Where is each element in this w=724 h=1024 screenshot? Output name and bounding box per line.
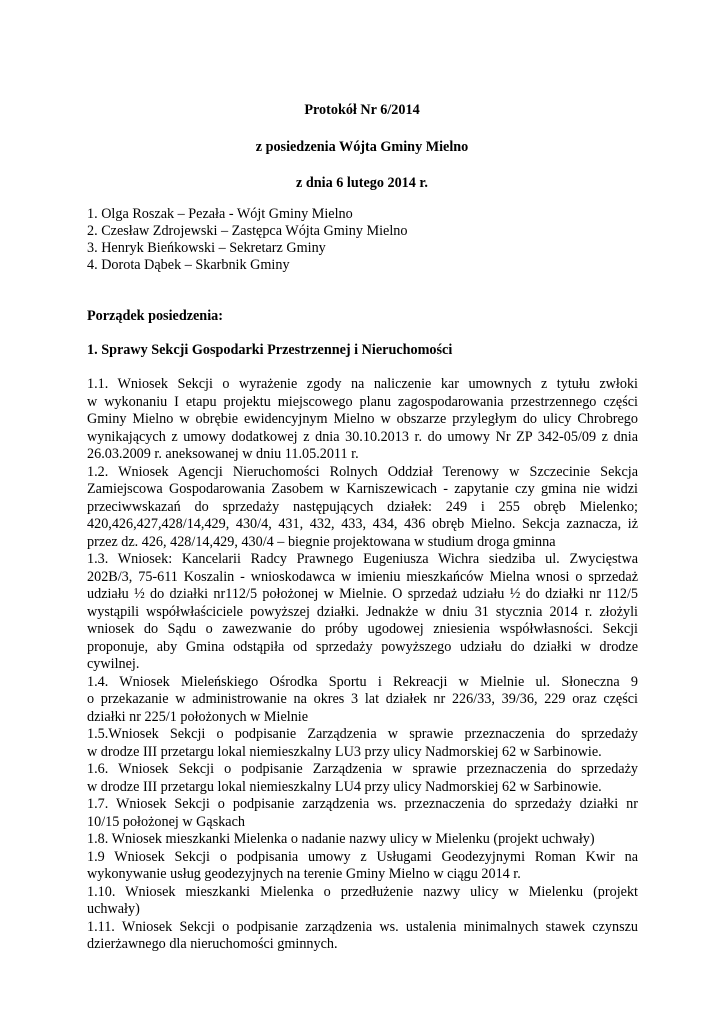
agenda-items (87, 376, 638, 954)
agenda-item-line: działki nr 225/1 położonych w Mielnie (87, 708, 309, 725)
agenda-item-1-11 (87, 919, 638, 954)
agenda-item-line: wykonywanie usług geodezyjnych na terenie Gminy Mielno w ciągu 2014 r. (87, 866, 521, 882)
agenda-item-line: w drodze III przetargu lokal niemieszkalny LU4 przy ulicy Nadmorskiej 62 w Sarbinowie. (87, 778, 602, 795)
agenda-item-line: o przekazanie w administrowanie na okres 3 lat działek nr 226/33, 39/36, 229 oraz części (87, 691, 638, 707)
document-title: Protokół Nr 6/2014 (304, 102, 420, 118)
agenda-item-line: 1.5.Wniosek Sekcji o podpisanie Zarządzenia w sprawie przeznaczenia do sprzedaży (87, 726, 638, 742)
agenda-item-line: uchwały) (87, 901, 140, 917)
agenda-item-line: wynikających z umowy dodatkowej z dnia 30.10.2013 r. do umowy Nr ZP 342-05/09 z dnia (87, 428, 638, 445)
agenda-item-1-6 (87, 761, 638, 796)
document-subtitle: z posiedzenia Wójta Gminy Mielno (255, 139, 469, 155)
agenda-item-line: 10/15 położonej w Gąskach (87, 813, 245, 830)
agenda-heading: Porządek posiedzenia: (87, 308, 223, 324)
agenda-item-line: 1.9 Wniosek Sekcji o podpisania umowy z Usługami Geodezyjnymi Roman Kwir na (87, 848, 638, 865)
agenda-item-line: 1.4. Wniosek Mieleńskiego Ośrodka Sportu i Rekreacji w Mielnie ul. Słoneczna 9 (87, 673, 638, 690)
agenda-item-line: 1.2. Wniosek Agencji Nieruchomości Rolnych Oddział Terenowy w Szczecinie Sekcja (87, 463, 638, 480)
agenda-item-1-9 (87, 849, 638, 884)
agenda-item-line: proponuje, aby Gmina odstąpiła od sprzedaży powyższego udziału do działki w drodze (87, 638, 638, 655)
agenda-item-line: 1.10. Wniosek mieszkanki Mielenka o przedłużenie nazwy ulicy w Mielenku (projekt (87, 883, 638, 900)
agenda-item-line: 1.1. Wniosek Sekcji o wyrażenie zgody na naliczenie kar umownych z tytułu zwłoki (87, 376, 638, 392)
agenda-item-line: 1.6. Wniosek Sekcji o podpisanie Zarządzenia w sprawie przeznaczenia do sprzedaży (87, 761, 638, 777)
agenda-item-line: 26.03.2009 r. aneksowanej w dniu 11.05.2011 r. (87, 446, 359, 462)
agenda-item-1-10 (87, 884, 638, 919)
agenda-item-line: 1.7. Wniosek Sekcji o podpisanie zarządzenia ws. przeznaczenia do sprzedaży działki nr (87, 796, 638, 812)
agenda-item-line: wniosek do Sądu o zawezwanie do próby ugodowej zniesienia współwłasności. Sekcji (87, 621, 638, 637)
attendee-2: 2. Czesław Zdrojewski – Zastępca Wójta Gminy Mielno (87, 223, 408, 239)
agenda-item-line: Zamiejscowa Gospodarowania Zasobem w Karniszewicach - zapytanie czy gmina nie widzi (87, 481, 638, 497)
agenda-item-1-2 (87, 464, 638, 552)
section-heading: 1. Sprawy Sekcji Gospodarki Przestrzennej i Nieruchomości (87, 342, 453, 358)
agenda-item-line: w drodze III przetargu lokal niemieszkalny LU3 przy ulicy Nadmorskiej 62 w Sarbinowie. (87, 743, 602, 760)
agenda-item-line: 420,426,427,428/14,429, 430/4, 431, 432, 433, 434, 436 obręb Mielno. Sekcja zaznacza, iż (87, 516, 638, 532)
agenda-item-1-3 (87, 551, 638, 674)
document-date: z dnia 6 lutego 2014 r. (296, 175, 428, 191)
agenda-item-line: w wykonaniu I etapu projektu miejscowego planu zagospodarowania przestrzennego części (87, 393, 638, 410)
agenda-item-line: wystąpili współwłaściciele powyższej działki. Jednakże w dniu 31 stycznia 2014 r. złożyli (87, 603, 638, 620)
agenda-item-line: dzierżawnego dla nieruchomości gminnych. (87, 936, 338, 952)
attendee-3: 3. Henryk Bieńkowski – Sekretarz Gminy (87, 240, 326, 256)
attendee-1: 1. Olga Roszak – Pezała - Wójt Gminy Mielno (87, 206, 353, 222)
agenda-item-line: przez dz. 426, 428/14,429, 430/4 – biegnie projektowana w studium droga gminna (87, 533, 556, 550)
agenda-item-line: udziału ½ do działki nr112/5 położonej w Mielnie. O sprzedaż udziału ½ do działki nr 112/5 (87, 586, 638, 602)
agenda-item-line: 202B/3, 75-611 Koszalin - wnioskodawca w imieniu mieszkańców Mielna wnosi o sprzedaż (87, 568, 638, 585)
agenda-item-line: 1.11. Wniosek Sekcji o podpisanie zarządzenia ws. ustalenia minimalnych stawek czynszu (87, 918, 638, 935)
agenda-item-line: Gminy Mielno w obrębie ewidencyjnym Mielno w obszarze przyległym do ulicy Chrobrego (87, 411, 638, 427)
agenda-item-1-1 (87, 376, 638, 464)
agenda-item-line: przeciwwskazań do sprzedaży następujących działek: 249 i 255 obręb Mielenko; (87, 498, 638, 515)
agenda-item-1-5 (87, 726, 638, 761)
agenda-item-1-8 (87, 831, 638, 849)
agenda-item-1-4 (87, 674, 638, 727)
agenda-item-line: 1.8. Wniosek mieszkanki Mielenka o nadanie nazwy ulicy w Mielenku (projekt uchwały) (87, 831, 595, 847)
attendee-4: 4. Dorota Dąbek – Skarbnik Gminy (87, 257, 290, 273)
agenda-item-line: 1.3. Wniosek: Kancelarii Radcy Prawnego Eugeniusza Wichra siedziba ul. Zwycięstwa (87, 551, 638, 567)
agenda-item-1-7 (87, 796, 638, 831)
agenda-item-line: cywilnej. (87, 656, 140, 672)
